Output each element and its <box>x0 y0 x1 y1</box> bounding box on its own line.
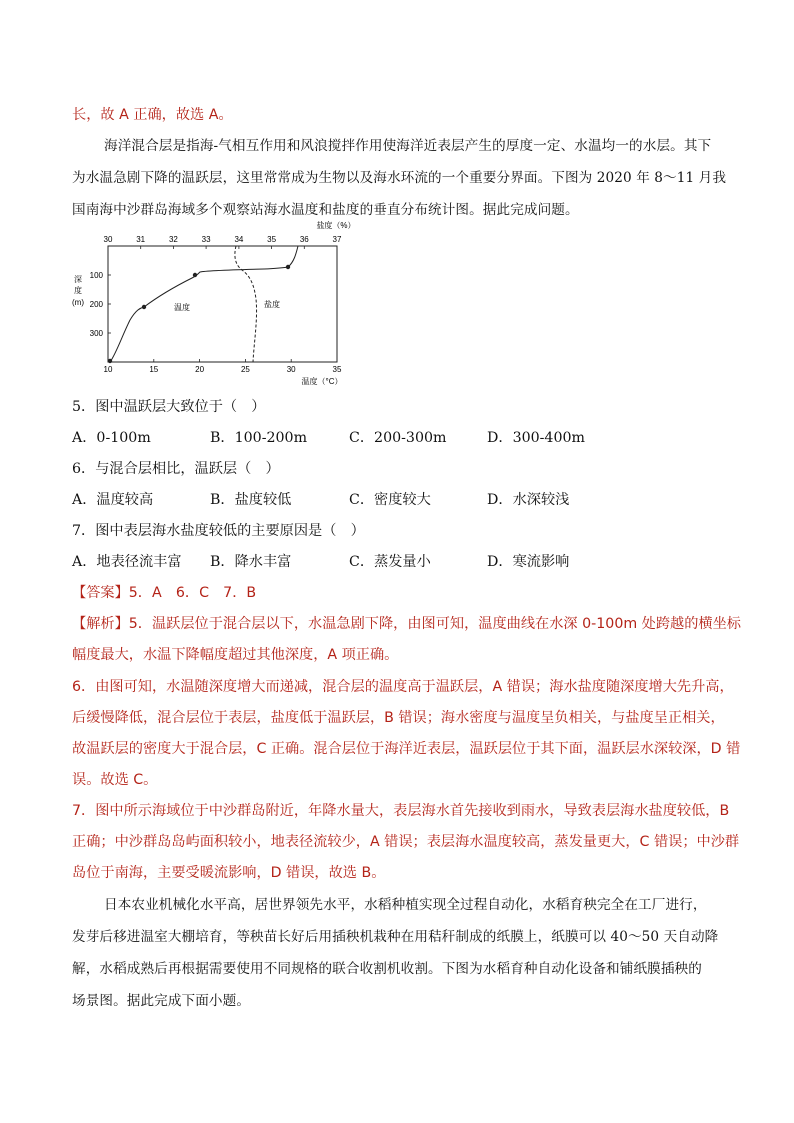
depth-axis-label: 深 <box>74 275 82 284</box>
question-7-option-a[interactable]: A．地表径流丰富 <box>72 554 182 570</box>
depth-tick: 200 <box>89 300 103 309</box>
question-6-option-d[interactable]: D．水深较浅 <box>487 492 570 508</box>
answer-line <box>72 582 722 602</box>
question-6-stem: 6．与混合层相比，温跃层（ ） <box>72 461 280 477</box>
depth-axis-label: (m) <box>72 298 84 307</box>
salinity-curve-label: 盐度 <box>264 300 280 309</box>
salinity-tick: 30 <box>103 235 113 244</box>
question-7-stem: 7．图中表层海水盐度较低的主要原因是（ ） <box>72 523 365 539</box>
intro-line-1: 海洋混合层是指海-气相互作用和风浪搅拌作用使海洋近表层产生的厚度一定、水温均一的水层。其下 <box>104 138 712 154</box>
temperature-salinity-profile-figure <box>64 214 364 389</box>
salinity-tick: 36 <box>299 235 309 244</box>
question-5-option-d[interactable]: D．300-400m <box>487 430 585 446</box>
temperature-tick: 35 <box>332 365 342 374</box>
temperature-point <box>286 265 290 269</box>
temperature-point <box>193 273 197 277</box>
question-5-option-b[interactable]: B．100-200m <box>210 430 308 446</box>
temperature-tick: 30 <box>286 365 296 374</box>
salinity-tick: 34 <box>234 235 244 244</box>
analysis-line-2: 幅度最大，水温下降幅度超过其他深度，A 项正确。 <box>72 647 399 663</box>
question-7-option-d[interactable]: D．寒流影响 <box>487 554 570 570</box>
intro2-line-3: 解，水稻成熟后再根据需要使用不同规格的联合收割机收割。下图为水稻育种自动化设备和铺纸膜插秧的 <box>72 961 702 977</box>
analysis-tag: 【解析】 <box>72 616 129 632</box>
intro-line-2: 为水温急剧下降的温跃层，这里常常成为生物以及海水环流的一个重要分界面。下图为 2020 年 8～11 月我 <box>72 170 727 186</box>
question-6-option-a[interactable]: A．温度较高 <box>72 492 154 508</box>
question-6-option-b[interactable]: B．盐度较低 <box>210 492 292 508</box>
analysis-line-9: 岛位于南海，主要受暖流影响，D 错误，故选 B。 <box>72 865 386 881</box>
intro-line-3: 国南海中沙群岛海域多个观察站海水温度和盐度的垂直分布统计图。据此完成问题。 <box>72 202 579 218</box>
salinity-axis-label: 盐度（%） <box>316 221 356 230</box>
depth-tick: 100 <box>89 271 103 280</box>
question-7-option-c[interactable]: C．蒸发量小 <box>349 554 431 570</box>
salinity-tick: 32 <box>168 235 178 244</box>
salinity-tick: 31 <box>136 235 146 244</box>
temperature-tick: 25 <box>240 365 250 374</box>
depth-tick: 300 <box>89 329 103 338</box>
analysis-line-1 <box>72 613 741 633</box>
question-5-option-a[interactable]: A．0-100m <box>72 430 151 446</box>
analysis-line-8: 正确；中沙群岛岛屿面积较小，地表径流较少，A 错误；表层海水温度较高，蒸发量更大，C 错误；中沙群 <box>72 834 740 850</box>
depth-axis-label: 度 <box>74 286 82 295</box>
temperature-tick: 15 <box>149 365 159 374</box>
intro2-line-1: 日本农业机械化水平高，居世界领先水平，水稻种植实现全过程自动化，水稻育秧完全在工厂进行， <box>104 897 707 913</box>
answer-text: 5．A 6．C 7．B <box>128 585 257 601</box>
salinity-tick: 33 <box>201 235 211 244</box>
temperature-tick: 10 <box>103 365 113 374</box>
temperature-point <box>108 359 112 363</box>
answer-tag: 【答案】 <box>72 585 129 601</box>
intro2-line-4: 场景图。据此完成下面小题。 <box>72 993 251 1009</box>
salinity-tick: 37 <box>332 235 342 244</box>
temperature-axis-label: 温度（°C） <box>301 377 343 386</box>
question-5-stem: 5．图中温跃层大致位于（ ） <box>72 399 266 415</box>
analysis-line-3: 6．由图可知，水温随深度增大而递减，混合层的温度高于温跃层，A 错误；海水盐度随深度增大先升高， <box>72 679 734 695</box>
question-6-option-c[interactable]: C．密度较大 <box>349 492 431 508</box>
question-7-option-b[interactable]: B．降水丰富 <box>210 554 292 570</box>
salinity-curve <box>235 246 257 362</box>
analysis-line-7: 7．图中所示海域位于中沙群岛附近，年降水量大，表层海水首先接收到雨水，导致表层海水盐度较低，B <box>72 803 730 819</box>
question-5-option-c[interactable]: C．200-300m <box>349 430 447 446</box>
analysis-line-5: 故温跃层的密度大于混合层，C 正确。混合层位于海洋近表层，温跃层位于其下面，温跃层水深较深，D 错 <box>72 741 741 757</box>
analysis-line-4: 后缓慢降低，混合层位于表层，盐度低于温跃层，B 错误；海水密度与温度呈负相关，与盐度呈正相关， <box>72 710 725 726</box>
previous-answer-tail: 长，故 A 正确，故选 A。 <box>72 107 233 123</box>
analysis-line-6: 误。故选 C。 <box>72 772 158 788</box>
temperature-point <box>142 305 146 309</box>
intro2-line-2: 发芽后移进温室大棚培育，等秧苗长好后用插秧机栽种在用秸秆制成的纸膜上，纸膜可以 40～50 天自动降 <box>72 929 719 945</box>
temperature-curve-label: 温度 <box>174 303 190 312</box>
salinity-tick: 35 <box>267 235 277 244</box>
plot-frame <box>108 246 337 362</box>
temperature-tick: 20 <box>195 365 205 374</box>
analysis-text: 5．温跃层位于混合层以下，水温急剧下降，由图可知，温度曲线在水深 0-100m 处跨越的横坐标 <box>128 616 741 632</box>
